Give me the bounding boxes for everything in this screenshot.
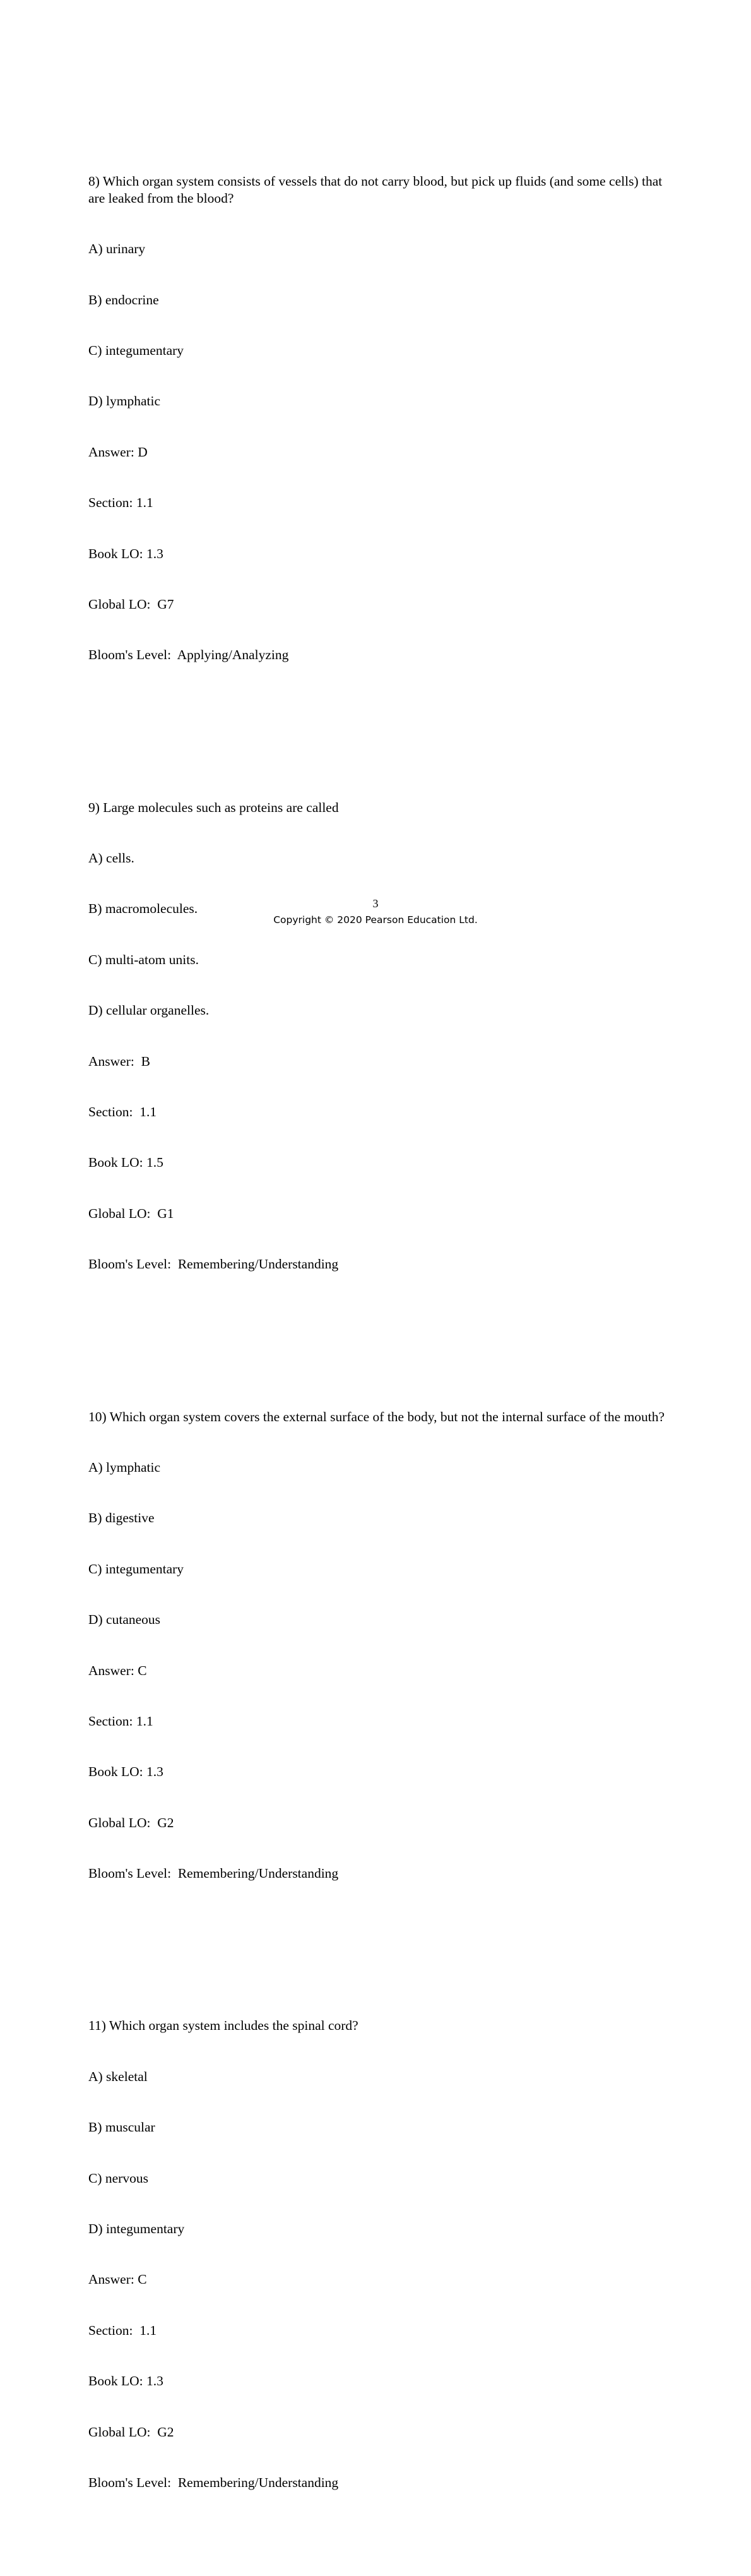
blooms-level: Bloom's Level: Remembering/Understanding <box>88 1866 339 1881</box>
option-c: C) integumentary <box>88 1561 184 1577</box>
question-stem: 10) Which organ system covers the external surface of the body, but not the internal surface of the mouth? <box>88 1409 665 1424</box>
option-b: B) digestive <box>88 1510 155 1526</box>
copyright-notice: Copyright © 2020 Pearson Education Ltd. <box>273 914 478 926</box>
book-lo: Book LO: 1.3 <box>88 1764 163 1780</box>
book-lo: Book LO: 1.3 <box>88 2373 163 2389</box>
question-10 <box>88 1374 669 1916</box>
option-a: A) skeletal <box>88 2068 148 2084</box>
option-d: D) integumentary <box>88 2221 185 2237</box>
book-lo: Book LO: 1.5 <box>88 1155 163 1171</box>
option-a: A) urinary <box>88 241 146 257</box>
option-d: D) cellular organelles. <box>88 1003 210 1018</box>
answer: Answer: C <box>88 1662 147 1678</box>
section: Section: 1.1 <box>88 1713 153 1729</box>
question-list <box>88 88 669 2576</box>
question-stem: 9) Large molecules such as proteins are called <box>88 799 339 815</box>
blooms-level: Bloom's Level: Remembering/Understanding <box>88 1256 339 1272</box>
global-lo: Global LO: G2 <box>88 1815 174 1830</box>
blooms-level: Bloom's Level: Remembering/Understanding <box>88 2474 339 2490</box>
option-c: C) multi-atom units. <box>88 951 199 967</box>
section: Section: 1.1 <box>88 2322 157 2338</box>
question-9 <box>88 765 669 1307</box>
global-lo: Global LO: G1 <box>88 1205 174 1221</box>
option-a: A) lymphatic <box>88 1459 161 1475</box>
option-d: D) cutaneous <box>88 1612 161 1628</box>
section: Section: 1.1 <box>88 1104 157 1120</box>
answer: Answer: B <box>88 1053 150 1069</box>
page-number: 3 <box>372 897 379 910</box>
option-d: D) lymphatic <box>88 393 161 409</box>
question-11 <box>88 1984 669 2525</box>
option-c: C) nervous <box>88 2170 148 2186</box>
answer: Answer: C <box>88 2272 147 2287</box>
option-b: B) muscular <box>88 2120 155 2135</box>
option-a: A) cells. <box>88 850 134 866</box>
question-stem: 11) Which organ system includes the spinal cord? <box>88 2018 358 2034</box>
book-lo: Book LO: 1.3 <box>88 546 163 561</box>
global-lo: Global LO: G7 <box>88 596 174 612</box>
global-lo: Global LO: G2 <box>88 2424 174 2440</box>
option-c: C) integumentary <box>88 342 184 358</box>
answer: Answer: D <box>88 444 148 460</box>
option-b: B) endocrine <box>88 292 159 307</box>
question-8 <box>88 139 669 697</box>
option-b: B) macromolecules. <box>88 901 198 917</box>
section: Section: 1.1 <box>88 495 153 511</box>
blooms-level: Bloom's Level: Applying/Analyzing <box>88 647 289 663</box>
question-stem: 8) Which organ system consists of vessels that do not carry blood, but pick up fluids (and some cells) that are leaked from the blood? <box>88 173 666 206</box>
